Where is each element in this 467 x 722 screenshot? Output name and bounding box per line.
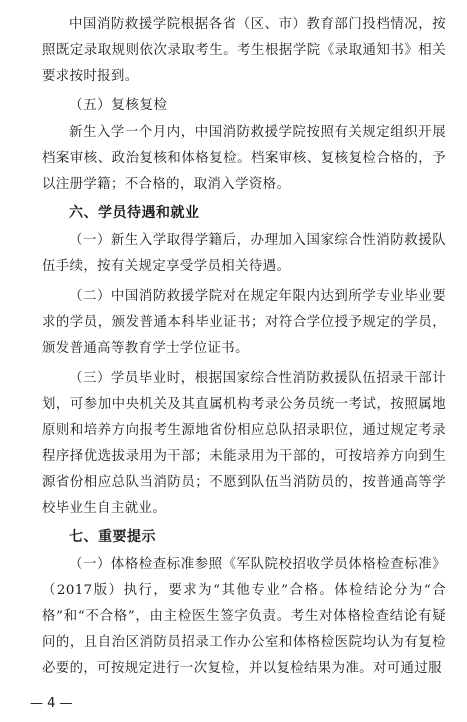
paragraph-benefits-2: （二）中国消防救援学院对在规定年限内达到所学专业毕业要求的学员，颁发普通本科毕业证书；对符合学位授予规定的学员，颁发普通高等教育学士学位证书。 <box>42 289 446 356</box>
paragraph-physical-exam: （一）体格检查标准参照《军队院校招收学员体格检查标准》（2017版）执行，要求为“其他专业”合格。体检结论分为“合格”和“不合格”，由主检医生签字负责。考生对体格检查结论有疑问的，且自治区消防员招录工作办公室和体格检医院均认为有复检必要的，可按规定进行一次复检，并以复检结果为准。对可通过服 <box>42 557 446 676</box>
paragraph-benefits-3: （三）学员毕业时，根据国家综合性消防救援队伍招录干部计划，可参加中央机关及其直属机构考录公务员统一考试，按照属地原则和培养方向报考生源地省份相应总队招录职位，通过规定考录程序择优选拔录用为干部；未能录用为干部的，可按培养方向到生源省份相应总队当消防员；不愿到队伍当消防员的，按普通高等学校毕业生自主就业。 <box>42 371 446 516</box>
paragraph-review-recheck: 新生入学一个月内，中国消防救援学院按照有关规定组织开展档案审核、政治复核和体格复检。档案审核、复核复检合格的，予以注册学籍；不合格的，取消入学资格。 <box>42 125 446 192</box>
paragraph-admission-rules: 中国消防救援学院根据各省（区、市）教育部门投档情况，按照既定录取规则依次录取考生。考生根据学院《录取通知书》相关要求按时报到。 <box>42 17 446 84</box>
paragraph-benefits-1: （一）新生入学取得学籍后，办理加入国家综合性消防救援队伍手续，按有关规定享受学员相关待遇。 <box>42 233 446 274</box>
section-benefits-employment-title: 六、学员待遇和就业 <box>69 205 200 221</box>
subsection-review-recheck-title: （五）复核复检 <box>69 97 168 113</box>
page-number: — 4 — <box>30 696 73 711</box>
section-important-notes-title: 七、重要提示 <box>69 529 156 545</box>
